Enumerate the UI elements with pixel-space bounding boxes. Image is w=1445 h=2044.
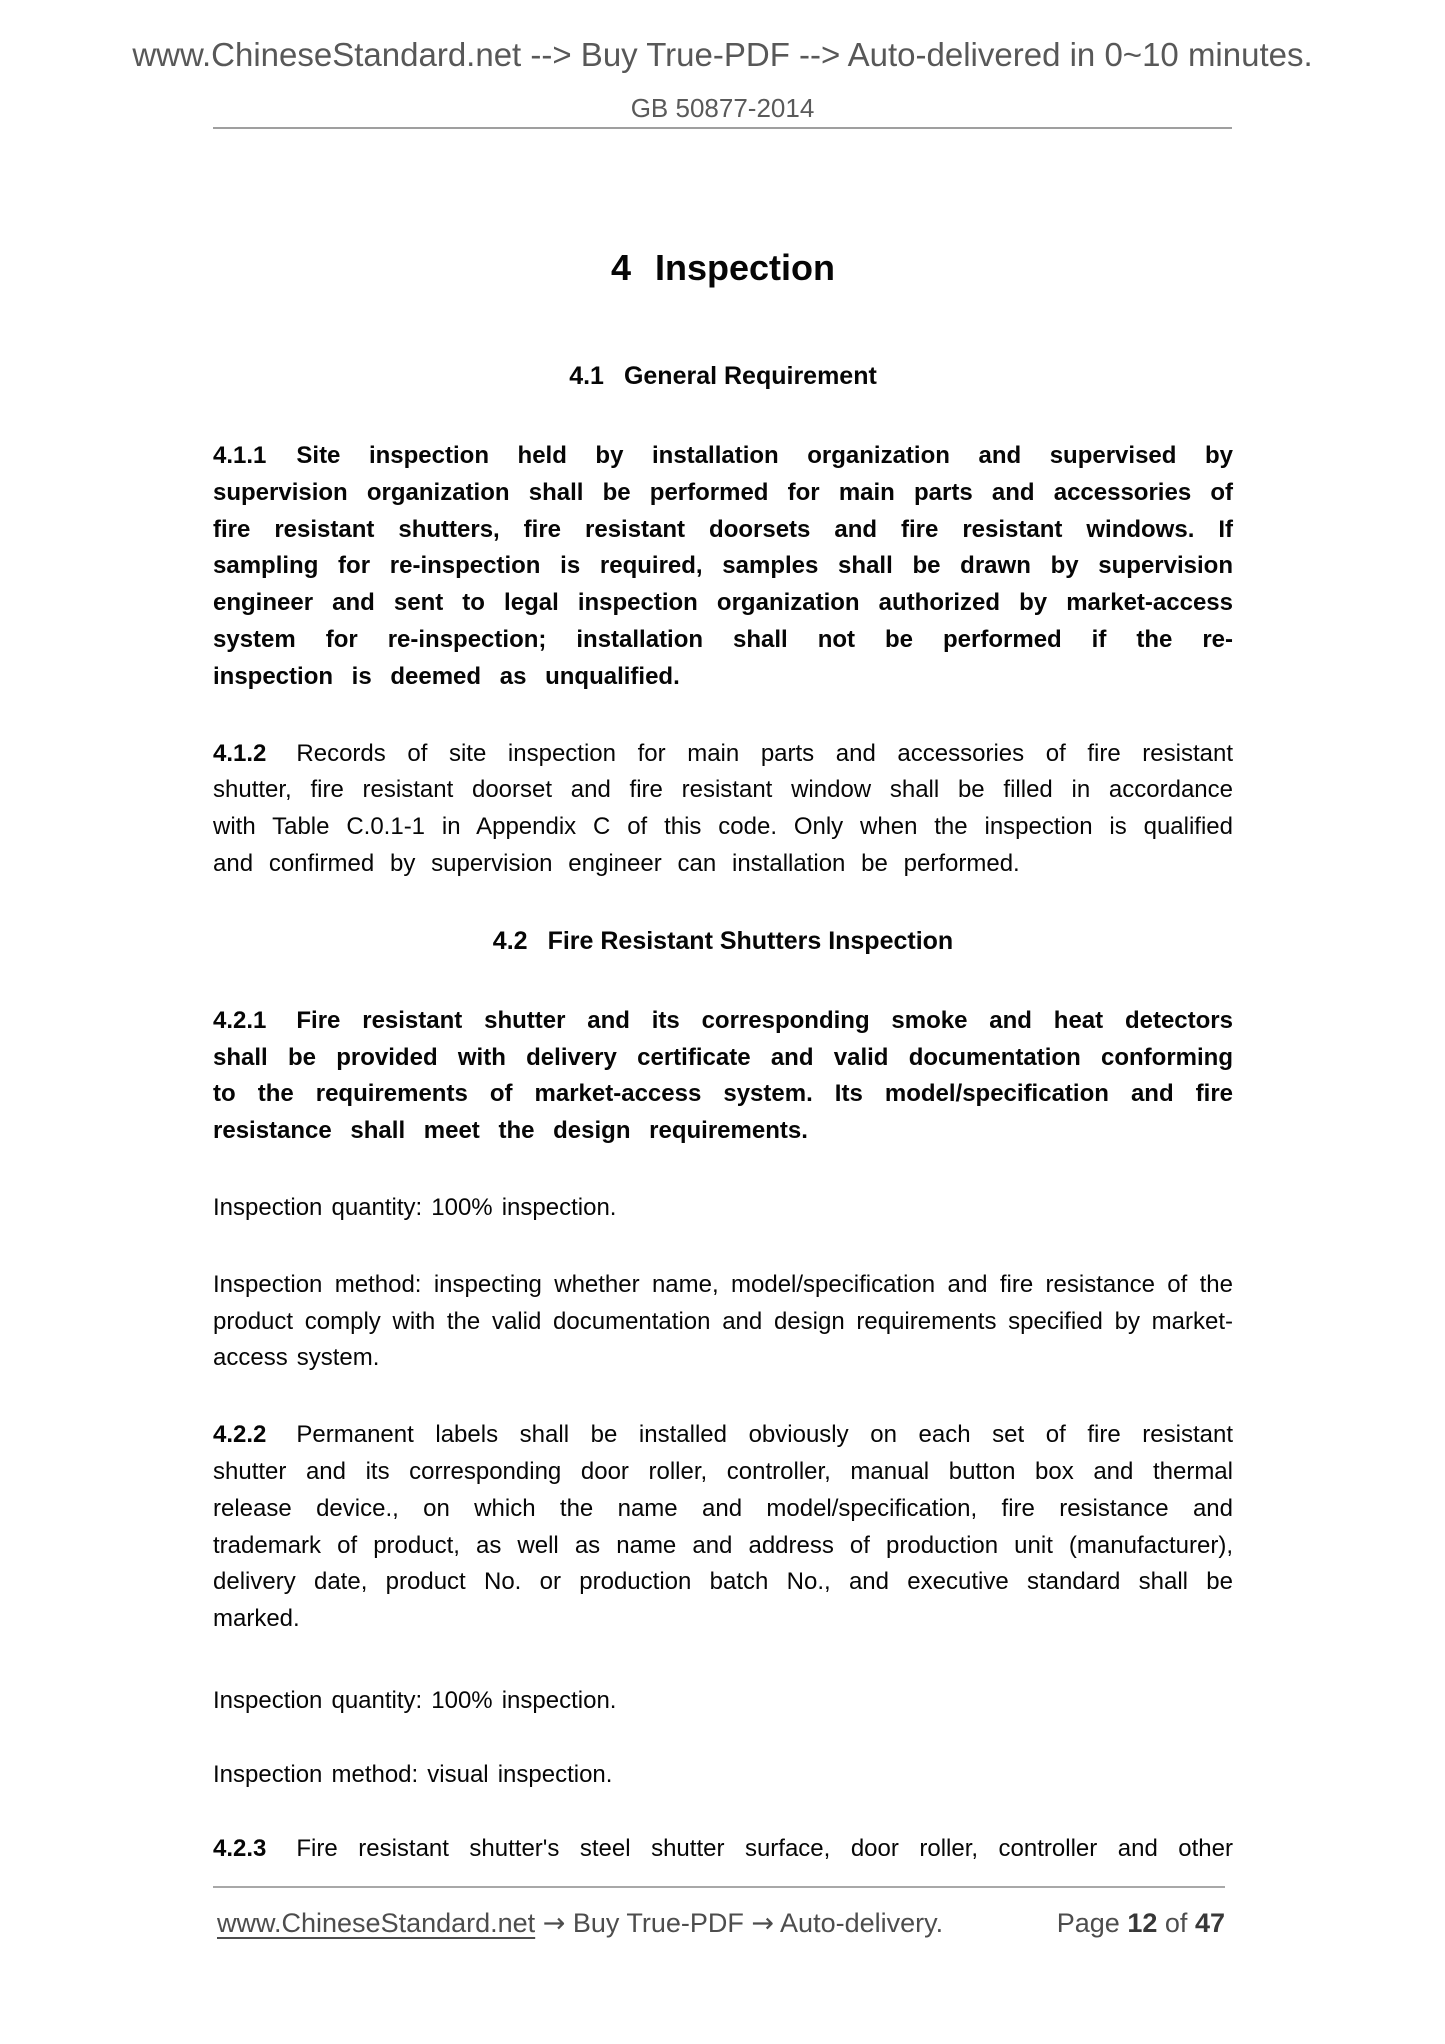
clause-number: 4.2.2 <box>213 1421 267 1449</box>
section-title: Fire Resistant Shutters Inspection <box>547 926 954 955</box>
chapter-number: 4 <box>610 247 631 288</box>
footer-step-buy: Buy True-PDF <box>572 1908 744 1938</box>
page-footer <box>217 1908 1225 1939</box>
clause-4-2-1 <box>213 1003 1233 1150</box>
page-label: Page <box>1056 1908 1120 1938</box>
clause-4-1-2 <box>213 736 1233 883</box>
inspection-method-note: Inspection method: inspecting whether name, model/specification and fire resistance of the product comply with the valid documentation and design requirements specified by market-access system. <box>213 1270 1233 1372</box>
footer-site-link[interactable]: www.ChineseStandard.net <box>217 1908 536 1938</box>
section-heading-4-2 <box>213 923 1233 960</box>
clause-number: 4.2.3 <box>213 1834 267 1862</box>
section-number: 4.2 <box>492 926 528 955</box>
clause-text: Site inspection held by installation organization and supervised by supervision organization shall be performed for main parts and accessories of fire resistant shutters, fire resistant doorsets and fire resistant windows. If sampling for re-inspection is required, samples shall be drawn by supervision engineer and sent to legal inspection organization authorized by market-access system for re-inspection; installation shall not be performed if the re-inspection is deemed as unqualified. <box>213 442 1233 690</box>
arrow-right-icon: → <box>751 1908 775 1939</box>
clause-number: 4.1.2 <box>213 739 267 767</box>
section-heading-4-1 <box>213 358 1233 395</box>
clause-4-1-1 <box>213 438 1233 696</box>
clause-text: Permanent labels shall be installed obviously on each set of fire resistant shutter and its corresponding door roller, controller, manual button box and thermal release device., on which the name and model/specification, fire resistance and trademark of product, as well as name and address of production unit (manufacturer), delivery date, product No. or production batch No., and executive standard shall be marked. <box>213 1421 1233 1633</box>
clause-text: Fire resistant shutter and its corresponding smoke and heat detectors shall be provided with delivery certificate and valid documentation conforming to the requirements of market-access system. Its model/specification and fire resistance shall meet the design requirements. <box>213 1006 1233 1145</box>
document-content <box>213 246 1233 1907</box>
clause-4-2-2 <box>213 1417 1233 1638</box>
page-indicator <box>1057 1908 1225 1939</box>
clause-text: Records of site inspection for main parts and accessories of fire resistant shutter, fire resistant doorset and fire resistant window shall be filled in accordance with Table C.0.1-1 in Appendix C of this code. Only when the inspection is qualified and confirmed by supervision engineer can installation be performed. <box>213 739 1233 877</box>
section-number: 4.1 <box>569 362 604 390</box>
inspection-method-note: Inspection method: visual inspection. <box>213 1760 613 1788</box>
clause-4-2-3 <box>213 1831 1233 1868</box>
page-current: 12 <box>1127 1908 1158 1938</box>
section-title: General Requirement <box>623 362 877 390</box>
clause-number: 4.2.1 <box>213 1006 267 1034</box>
clause-number: 4.1.1 <box>213 442 267 469</box>
page-total: 47 <box>1194 1908 1225 1938</box>
footer-divider <box>213 1886 1225 1888</box>
footer-delivery-note <box>217 1908 943 1939</box>
footer-step-delivery: Auto-delivery. <box>780 1908 944 1938</box>
inspection-quantity-note: Inspection quantity: 100% inspection. <box>213 1193 617 1221</box>
chapter-title: Inspection <box>655 247 836 288</box>
doc-code: GB 50877-2014 <box>630 93 815 123</box>
clause-text: Fire resistant shutter's steel shutter surface, door roller, controller and other <box>296 1834 1233 1862</box>
arrow-right-icon: → <box>542 1908 566 1939</box>
of-label: of <box>1164 1908 1188 1938</box>
header-divider <box>213 127 1232 129</box>
inspection-quantity-note: Inspection quantity: 100% inspection. <box>213 1686 617 1714</box>
chapter-heading <box>213 246 1233 290</box>
promo-banner: www.ChineseStandard.net --> Buy True-PDF --> Auto-delivered in 0~10 minutes. <box>132 36 1313 73</box>
